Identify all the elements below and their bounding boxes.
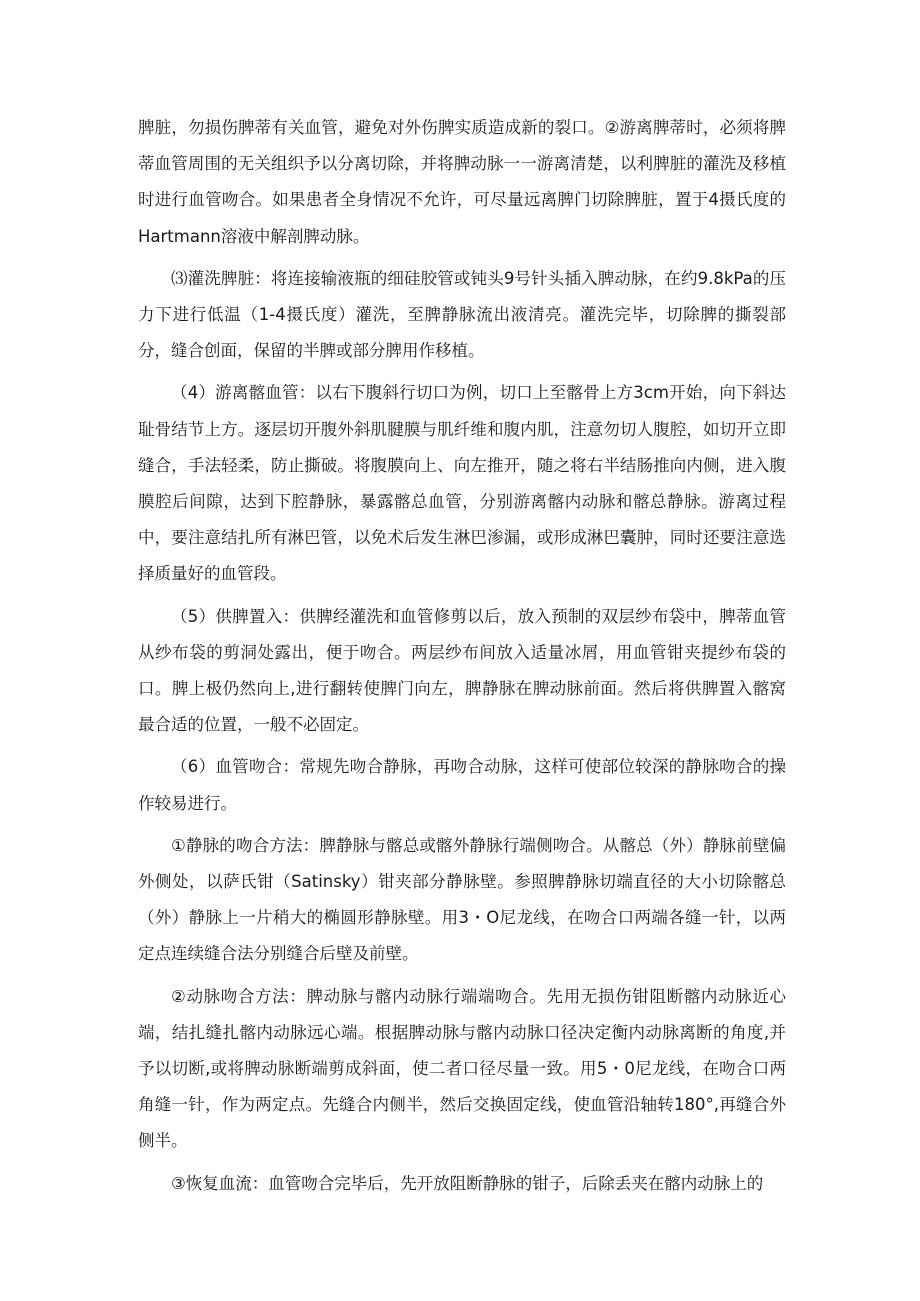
paragraph-artery-anastomosis: ②动脉吻合方法：脾动脉与髂内动脉行端端吻合。先用无损伤钳阻断髂内动脉近心端，结扎缝扎髂内动脉远心端。根据脾动脉与髂内动脉口径决定衡内动脉离断的角度,并予以切断,或将脾动脉断端剪成斜面，使二者口径尽量一致。用5・0尼龙线，在吻合口两角缝一针，作为两定点。先缝合内侧半，然后交换固定线，使血管沿轴转180°,再缝合外侧半。 bbox=[138, 986, 786, 1151]
paragraph-iliac-vessels: （4）游离髂血管：以右下腹斜行切口为例，切口上至髂骨上方3cm开始，向下斜达耻骨结节上方。逐层切开腹外斜肌腱膜与肌纤维和腹内肌，注意勿切人腹腔，如切开立即缝合，手法轻柔，防止撕破。将腹膜向上、向左推开，随之将右半结肠推向内侧，进入腹膜腔后间隙，达到下腔静脉，暴露髂总血管，分别游离髂内动脉和髂总静脉。游离过程中，要注意结扎所有淋巴管，以免术后发生淋巴渗漏，或形成淋巴囊肿，同时还要注意选择质量好的血管段。 bbox=[138, 383, 786, 584]
paragraph-vascular-anastomosis: （6）血管吻合：常规先吻合静脉，再吻合动脉，这样可使部位较深的静脉吻合的操作较易进行。 bbox=[138, 757, 786, 813]
paragraph-spleen-placement: （5）供脾置入：供脾经灌洗和血管修剪以后，放入预制的双层纱布袋中，脾蒂血管从纱布袋的剪洞处露出，便于吻合。两层纱布间放入适量冰屑，用血管钳夹提纱布袋的口。脾上极仍然向上,进行翻转使脾门向左，脾静脉在脾动脉前面。然后将供脾置入髂窝最合适的位置，一般不必固定。 bbox=[138, 606, 786, 735]
paragraph-spleen-pedicle: 脾脏，勿损伤脾蒂有关血管，避免对外伤脾实质造成新的裂口。②游离脾蒂时，必须将脾蒂血管周围的无关组织予以分离切除，并将脾动脉一一游离清楚，以利脾脏的灌洗及移植时进行血管吻合。如果患者全身情况不允许，可尽量远离脾门切除脾脏，置于4摄氏度的Hartmann溶液中解剖脾动脉。 bbox=[138, 118, 786, 246]
paragraph-perfusion: ⑶灌洗脾脏：将连接输液瓶的细硅胶管或钝头9号针头插入脾动脉，在约9.8kPa的压力下进行低温（1-4摄氏度）灌洗，至脾静脉流出液清亮。灌洗完毕，切除脾的撕裂部分，缝合创面，保留的半脾或部分脾用作移植。 bbox=[138, 268, 786, 361]
document-page bbox=[138, 110, 786, 1202]
paragraph-vein-anastomosis: ①静脉的吻合方法：脾静脉与髂总或髂外静脉行端侧吻合。从髂总（外）静脉前壁偏外侧处，以萨氏钳（Satinsky）钳夹部分静脉壁。参照脾静脉切端直径的大小切除髂总（外）静脉上一片稍大的椭圆形静脉壁。用3・O尼龙线，在吻合口两端各缝一针，以两定点连续缝合法分别缝合后壁及前壁。 bbox=[138, 835, 786, 964]
paragraph-restore-blood-flow: ③恢复血流：血管吻合完毕后，先开放阻断静脉的钳子，后除丢夹在髂内动脉上的 bbox=[171, 1173, 764, 1193]
